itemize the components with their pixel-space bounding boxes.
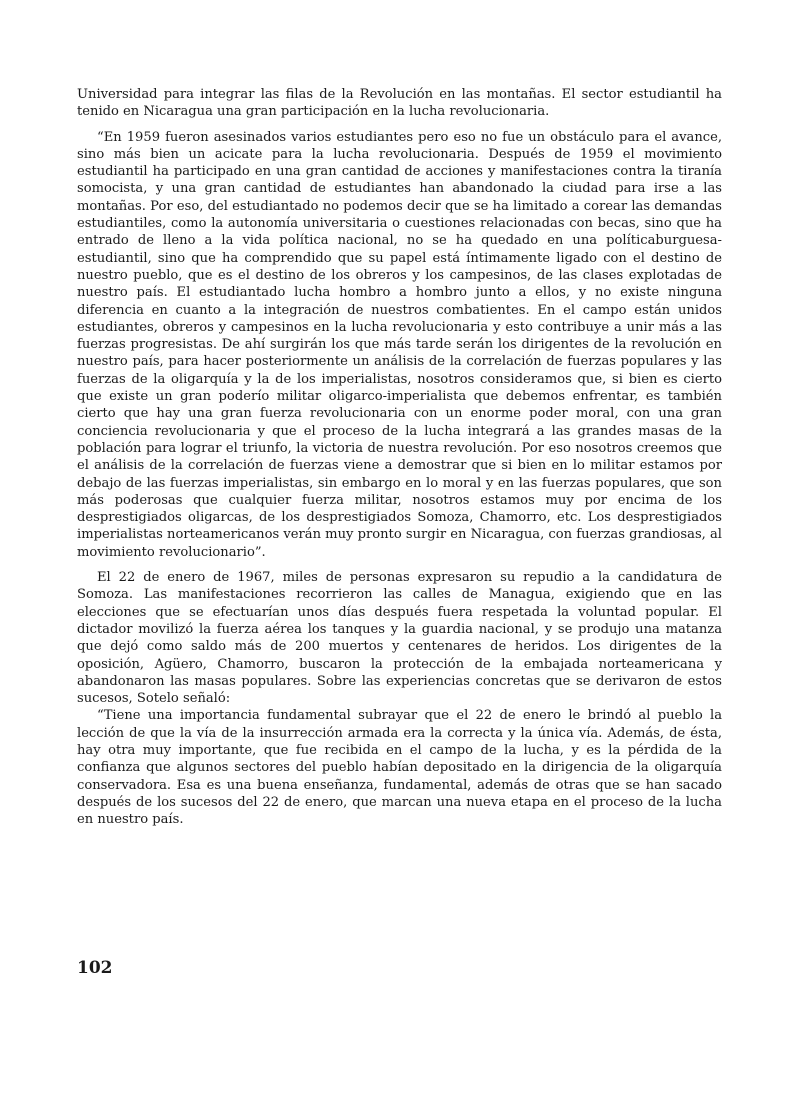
- paragraph-quote-students: “En 1959 fueron asesinados varios estudiantes pero eso no fue un obstáculo para el avance, sino más bien un acicate para la lucha revolucionaria. Después de 1959 el movimiento estudiantil ha participado en una gran cantidad de acciones y manifestaciones contra la tiranía somocista, y una gran cantidad de estudiantes han abandonado la ciudad para irse a las montañas. Por eso, del estudiantado no podemos decir que se ha limitado a corear las demandas estudiantiles, como la autonomía universitaria o cuestiones relacionadas con becas, sino que ha entrado de lleno a la vida política nacional, no se ha quedado en una políticaburguesa-estudiantil, sino que ha comprendido que su papel está íntimamente ligado con el destino de nuestro pueblo, que es el destino de los obreros y los campesinos, de las clases explotadas de nuestro país. El estudiantado lucha hombro a hombro junto a ellos, y no existe ninguna diferencia en cuanto a la integración de nuestros combatientes. En el campo están unidos estudiantes, obreros y campesinos en la lucha revolucionaria y esto contribuye a unir más a las fuerzas progresistas. De ahí surgirán los que más tarde serán los dirigentes de la revolución en nuestro país, para hacer posteriormente un análisis de la correlación de fuerzas populares y las fuerzas de la oligarquía y la de los imperialistas, nosotros consideramos que, si bien es cierto que existe un gran poderío militar oligarco-imperialista que debemos enfrentar, es también cierto que hay una gran fuerza revolucionaria con un enorme poder moral, con una gran conciencia revolucionaria y que el proceso de la lucha integrará a las grandes masas de la población para lograr el triunfo, la victoria de nuestra revolución. Por eso nosotros creemos que el análisis de la correlación de fuerzas viene a demostrar que si bien en lo militar estamos por debajo de las fuerzas imperialistas, sin embargo en lo moral y en las fuerzas populares, que son más poderosas que cualquier fuerza militar, nosotros estamos muy por encima de los desprestigiados oligarcas, de los desprestigiados Somoza, Chamorro, etc. Los desprestigiados imperialistas norteamericanos verán muy pronto surgir en Nicaragua, con fuerzas grandiosas, al movimiento revolucionario”.: [77, 129, 722, 560]
- paragraph-january-1967: El 22 de enero de 1967, miles de personas expresaron su repudio a la candidatura de Somoza. Las manifestaciones recorrieron las calles de Managua, exigiendo que en las elecciones que se efectuarían unos días después fuera respetada la voluntad popular. El dictador movilizó la fuerza aérea los tanques y la guardia nacional, y se produjo una matanza que dejó como saldo más de 200 muertos y centenares de heridos. Los dirigentes de la oposición, Agüero, Chamorro, buscaron la protección de la embajada norteamericana y abandonaron las masas populares. Sobre las experiencias concretas que se derivaron de estos sucesos, Sotelo señaló:: [77, 570, 722, 707]
- paragraph-continuation: Universidad para integrar las filas de la Revolución en las montañas. El sector estudiantil ha tenido en Nicaragua una gran participación en la lucha revolucionaria.: [77, 87, 722, 120]
- page-body: [77, 86, 722, 828]
- paragraph-quote-sotelo: “Tiene una importancia fundamental subrayar que el 22 de enero le brindó al pueblo la lección de que la vía de la insurrección armada era la correcta y la única vía. Además, de ésta, hay otra muy importante, que fue recibida en el campo de la lucha, y es la pérdida de la confianza que algunos sectores del pueblo habían depositado en la dirigencia de la oligarquía conservadora. Esa es una buena enseñanza, fundamental, además de otras que se han sacado después de los sucesos del 22 de enero, que marcan una nueva etapa en el proceso de la lucha en nuestro país.: [77, 708, 722, 828]
- page-number: 102: [77, 958, 113, 978]
